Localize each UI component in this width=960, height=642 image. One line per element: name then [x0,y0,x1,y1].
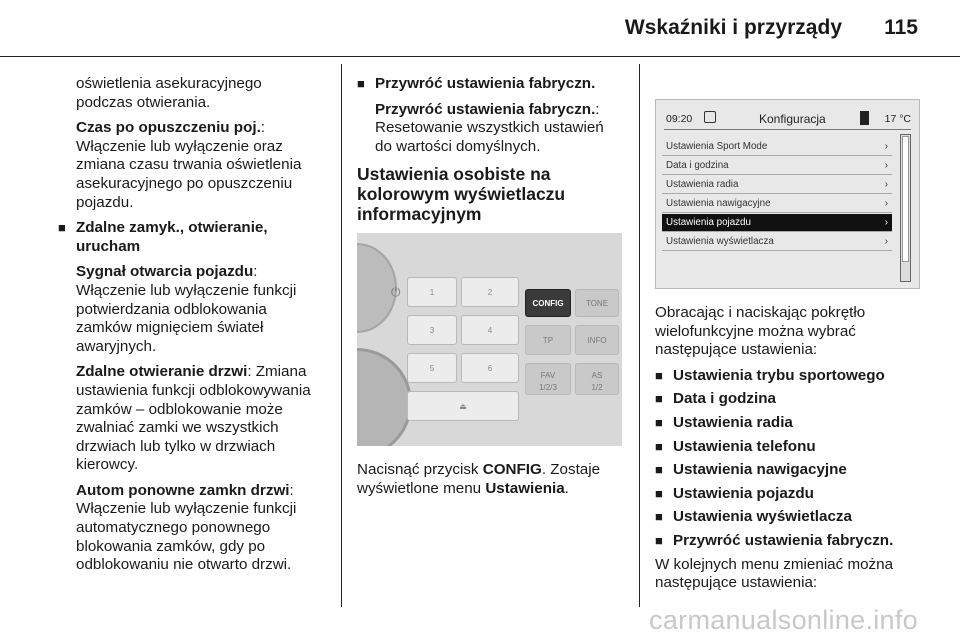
list-item: ■ Ustawienia telefonu [655,438,945,457]
screen-temperature: 17 °C [884,113,911,125]
display-screen [655,99,920,289]
menu-row-selected: Ustawienia pojazdu › [662,214,892,232]
chevron-right-icon: › [884,236,888,247]
preset-button-5: 5 [407,353,457,383]
page-number: 115 [884,16,918,39]
list-item: ■ Zdalne zamyk., otwieranie, urucham [58,219,333,256]
menu-row: Ustawienia nawigacyjne › [662,195,892,213]
list-item: ■ Ustawienia radia [655,414,945,433]
menu-row: Ustawienia radia › [662,176,892,194]
knob-lower [357,348,412,446]
paragraph: Sygnał otwarcia pojazdu: Włączenie lub wyłączenie funkcji potwierdzania odblokowania zamków mignięciem świateł awaryjnych. Zdalne otwieranie drzwi: Zmiana ustawienia funkcji odblokowywania zamków – odblokowanie może zwalniać zamki we wszystkich drzwiach lub tylko w drzwiach kierowcy. Autom ponowne zamkn drzwi: Włączenie lub wyłączenie funkcji automatycznego ponownego blokowania zamków, gdy po odblokowaniu nie otwarto drzwi. [76,263,311,574]
preset-button-6: 6 [461,353,519,383]
chevron-right-icon: › [884,198,888,209]
power-icon: ⏻ [391,285,401,299]
paragraph: W kolejnych menu zmieniać można następujące ustawienia: [655,555,894,592]
column-3 [655,304,945,600]
list-item: ■ Ustawienia trybu sportowego [655,367,945,386]
header-rule [0,56,960,57]
list-item: ■ Przywróć ustawienia fabryczn. [655,532,945,551]
tp-button: TP [525,325,571,355]
paragraph: Obracając i naciskając pokrętło wielofunkcyjne można wybrać następujące ustawienia: [655,304,866,359]
paragraph: Nacisnąć przycisk CONFIG. Zostaje wyświetlone menu Ustawienia. [357,461,601,497]
term: Sygnał otwarcia pojazdu [76,263,254,281]
paragraph: oświetlenia asekuracyjnego podczas otwierania. Czas po opuszczeniu poj.: Włączenie lub wyłączenie oraz zmiana czasu trwania oświetlenia asekuracyjnego po opuszczeniu pojazdu. [76,75,302,211]
config-button: CONFIG [525,289,571,317]
scrollbar-thumb [902,136,909,262]
list-item: ■ Ustawienia nawigacyjne [655,461,945,480]
column-2-after [357,461,632,505]
clock-icon [704,111,716,123]
column-divider-2 [639,64,640,607]
term: Czas po opuszczeniu poj. [76,119,261,137]
info-button: INFO [575,325,619,355]
screen-title: Konfiguracja [759,112,826,126]
page-title: Wskaźniki i przyrządy [624,16,842,39]
column-1 [58,75,333,582]
menu-row: Ustawienia Sport Mode › [662,138,892,156]
screen-scrollbar [900,134,911,282]
page-header [0,0,960,58]
fav-button: FAV 1/2/3 [525,363,571,395]
column-2 [357,75,632,234]
phone-icon [860,111,869,125]
term: Przywróć ustawienia fabryczn. [375,100,596,118]
list-item: ■ Ustawienia wyświetlacza [655,508,945,527]
watermark: carmanualsonline.info [649,605,918,635]
list-item: ■ Data i godzina [655,390,945,409]
chevron-right-icon: › [884,179,888,190]
screen-time: 09:20 [666,113,693,125]
chevron-right-icon: › [884,160,888,171]
column-divider-1 [341,64,342,607]
paragraph: Przywróć ustawienia fabryczn.: Resetowanie wszystkich ustawień do wartości domyślnych. [375,100,604,155]
screen-status-bar [664,108,911,130]
preset-button-2: 2 [461,277,519,307]
list-item: ■ Przywróć ustawienia fabryczn. [357,75,632,94]
eject-button: ⏏ [407,391,519,421]
as-button: AS 1/2 [575,363,619,395]
console-photo [357,233,622,446]
preset-button-4: 4 [461,315,519,345]
list-item: ■ Ustawienia pojazdu [655,485,945,504]
preset-button-1: 1 [407,277,457,307]
chevron-right-icon: › [884,141,888,152]
term: Zdalne otwieranie drzwi [76,363,248,381]
section-heading: Ustawienia osobiste na kolorowym wyświetlaczu informacyjnym [357,164,566,225]
preset-button-3: 3 [407,315,457,345]
tone-button: TONE [575,289,619,317]
term: Autom ponowne zamkn drzwi [76,481,290,499]
menu-row: Data i godzina › [662,157,892,175]
menu-row: Ustawienia wyświetlacza › [662,233,892,251]
chevron-right-icon: › [884,217,888,228]
